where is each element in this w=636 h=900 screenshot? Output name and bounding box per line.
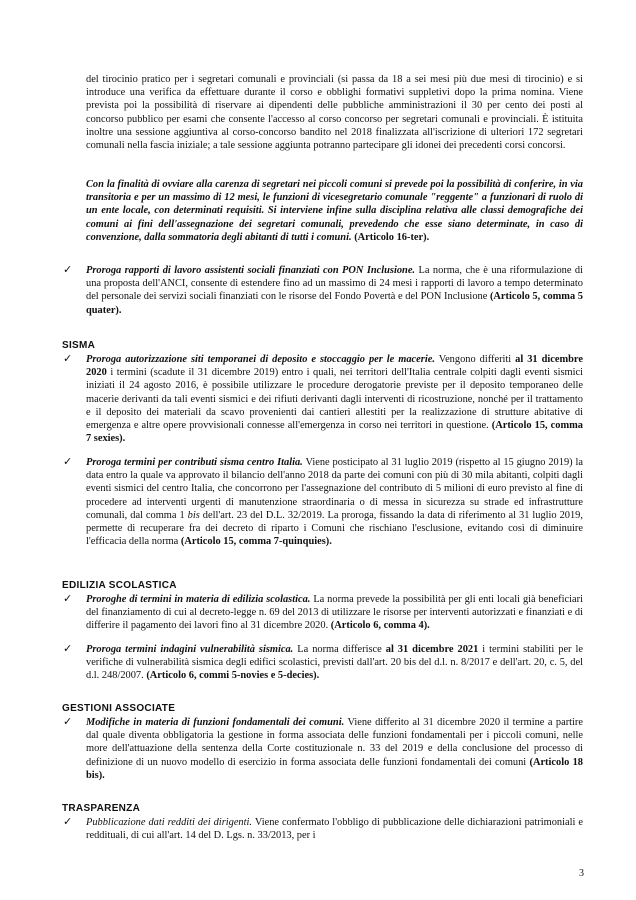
bullet-ref: (Articolo 5, comma 5 quater). [86,291,583,316]
bullet-body: i termini (scadute il 31 dicembre 2019) entro i quali, nei territori dell'Italia centrale colpiti dagli eventi sismici iniziati il 24 agosto 2016, è possibile utilizzare le procedure derogatorie previste per il deposito temporaneo delle macerie derivanti da tali eventi sismici e dei rifiuti derivanti dagli interventi di ricostruzione, nonché per il trattamento e il deposito dei materiali da scavo provenienti dai cantieri allestiti per la realizzazione di strutture abitative di emergenza e altre opere provvisionali connesse all'emergenza in corso nei territori in questione. [86,367,583,432]
intro-paragraph [86,73,583,152]
bullet-ref: (Articolo 15, comma 7 sexies). [86,420,583,445]
checkmark-icon: ✓ [63,642,73,655]
bullet-body: La norma, che è una riformulazione di una proposta dell'ANCI, consente di estendere fino ad un massimo di 24 mesi i rapporti di lavoro a tempo determinato del personale dei servizi sociali finanziati con le risorse del Fondo Povertà e del PON Inclusione [86,265,584,303]
bullet-body: i termini stabiliti per le verifiche di vulnerabilità sismica degli edifici scolastici, previsti dall'art. 20 bis del d.l. n. 8/2017 e dell'art. 20, c. 5, del d.l. 248/2007. [86,644,583,682]
bullet-gestioni-funzioni [86,716,583,782]
bullet-date: al 31 dicembre 2020 [86,354,583,379]
bullet-body: dell'art. 23 del D.L. 32/2019. La proroga, fissando la data di riferimento al 31 luglio 2019, permette di recuperare fra dei decreto di riparto i Comuni che rischiano l'esclusione, evitando così di diminuire l'efficacia della norma [86,509,583,548]
bullet-body: Viene confermato l'obbligo di pubblicazione delle dichiarazioni patrimoniali e reddituali, di cui all'art. 14 del D. Lgs. n. 33/2013, per i [86,817,583,842]
intro-ref: (Articolo 16-ter). [354,231,430,243]
bullet-body: Viene differito al 31 dicembre 2020 il termine a partire dal quale diventa obbligatoria la gestione in forma associata delle funzioni fondamentali per i piccoli comuni, nelle more dell'attuazione della sentenza della Corte costituzionale n. 33 del 2019 e della conclusione del processo di definizione di un nuovo modello di esercizio in forma associata delle funzioni fondamentali dei comuni [86,717,584,768]
bullet-edilizia-termini [86,593,583,633]
bullet-ref: (Articolo 6, comma 4). [330,620,430,632]
bullet-ref: (Articolo 6, commi 5-novies e 5-decies). [146,670,320,682]
bullet-edilizia-vulnerabilita [86,643,583,683]
section-heading-edilizia: EDILIZIA SCOLASTICA [62,580,177,591]
bullet-body: La norma differisce [297,644,382,655]
checkmark-icon: ✓ [63,592,73,605]
intro-paragraph-2 [86,178,583,244]
checkmark-icon: ✓ [63,815,73,828]
intro-text: del tirocinio pratico per i segretari comunali e provinciali (si passa da 18 a sei mesi più due mesi di tirocinio) e si introduce una verifica da effettuare durante il corso e obblighi formativi suppletivi dopo la prima nomina. Viene prevista poi la possibilità di riservare ai dipendenti delle pubbliche amministrazioni il 30 per cento dei posti al concorso pubblico per esami che consente l'accesso al corso concorso per segretari comunali e provinciali. È istituita inoltre una sessione aggiuntiva al corso-concorso bandito nel 2018 finalizzata all'iscrizione di ulteriori 172 segretari comunali nella fascia iniziale; a tale sessione aggiunta potranno partecipare gli idonei dei precedenti corsi concorsi. [86,74,583,152]
bullet-date: al 31 dicembre 2021 [385,644,479,655]
checkmark-icon: ✓ [63,352,73,365]
section-heading-gestioni: GESTIONI ASSOCIATE [62,703,176,714]
checkmark-icon: ✓ [63,715,73,728]
bullet-bis: bis [187,509,200,521]
bullet-title: Proroga termini indagini vulnerabilità sismica. [86,644,294,655]
bullet-body: Viene posticipato al 31 luglio 2019 (rispetto al 15 giugno 2019) la data entro la quale va approvato il bilancio dell'anno 2018 da parte dei comuni con più di 30 mila abitanti, colpiti dagli eventi sismici del centro Italia, che concorrono per l'assegnazione del contributo di 5 milioni di euro previsto al fine di procedere ad interventi urgenti di manutenzione straordinaria o di messa in sicurezza su strade ed infrastrutture comunali, dal comma 1 [86,457,583,521]
bullet-body: La norma prevede la possibilità per gli enti locali già beneficiari del finanziamento di cui al decreto-legge n. 69 del 2013 di utilizzare le risorse per interventi autorizzati e finanziati e di differire il pagamento dei lavori fino al 31 dicembre 2020. [86,594,583,632]
bullet-sisma-macerie [86,353,583,445]
bullet-title: Proroga autorizzazione siti temporanei di deposito e stoccaggio per le macerie. [86,354,435,365]
intro-emphasis: Con la finalità di ovviare alla carenza di segretari nei piccoli comuni si prevede poi la possibilità di conferire, in via transitoria e per un massimo di 12 mesi, le funzioni di vicesegretario comunale "reggente" a funzionari di ruolo di un ente locale, con determinati requisiti. Si interviene infine sulla disciplina relativa alle classi demografiche dei comuni ai fini dell'assegnazione dei segretari comunali, prevedendo che esse siano determinate, in caso di convenzione, dalla sommatoria degli abitanti di tutti i comuni. [86,179,583,243]
bullet-pon [86,264,583,317]
bullet-body: Vengono differiti [438,354,512,365]
bullet-ref: (Articolo 15, comma 7-quinquies). [180,536,332,548]
checkmark-icon: ✓ [63,455,73,468]
bullet-trasparenza-redditi [86,816,583,842]
section-heading-sisma: SISMA [62,340,96,351]
bullet-title: Pubblicazione dati redditi dei dirigenti. [86,817,252,828]
section-heading-trasparenza: TRASPARENZA [62,803,141,814]
bullet-sisma-contributi [86,456,583,548]
bullet-title: Proroga termini per contributi sisma centro Italia. [86,457,303,468]
bullet-ref: (Articolo 18 bis). [86,756,583,781]
page-number: 3 [579,868,584,879]
bullet-title: Proroga rapporti di lavoro assistenti sociali finanziati con PON Inclusione. [86,265,416,276]
bullet-title: Proroghe di termini in materia di edilizia scolastica. [86,594,311,605]
checkmark-icon: ✓ [63,263,73,276]
bullet-title: Modifiche in materia di funzioni fondamentali dei comuni. [86,717,345,728]
